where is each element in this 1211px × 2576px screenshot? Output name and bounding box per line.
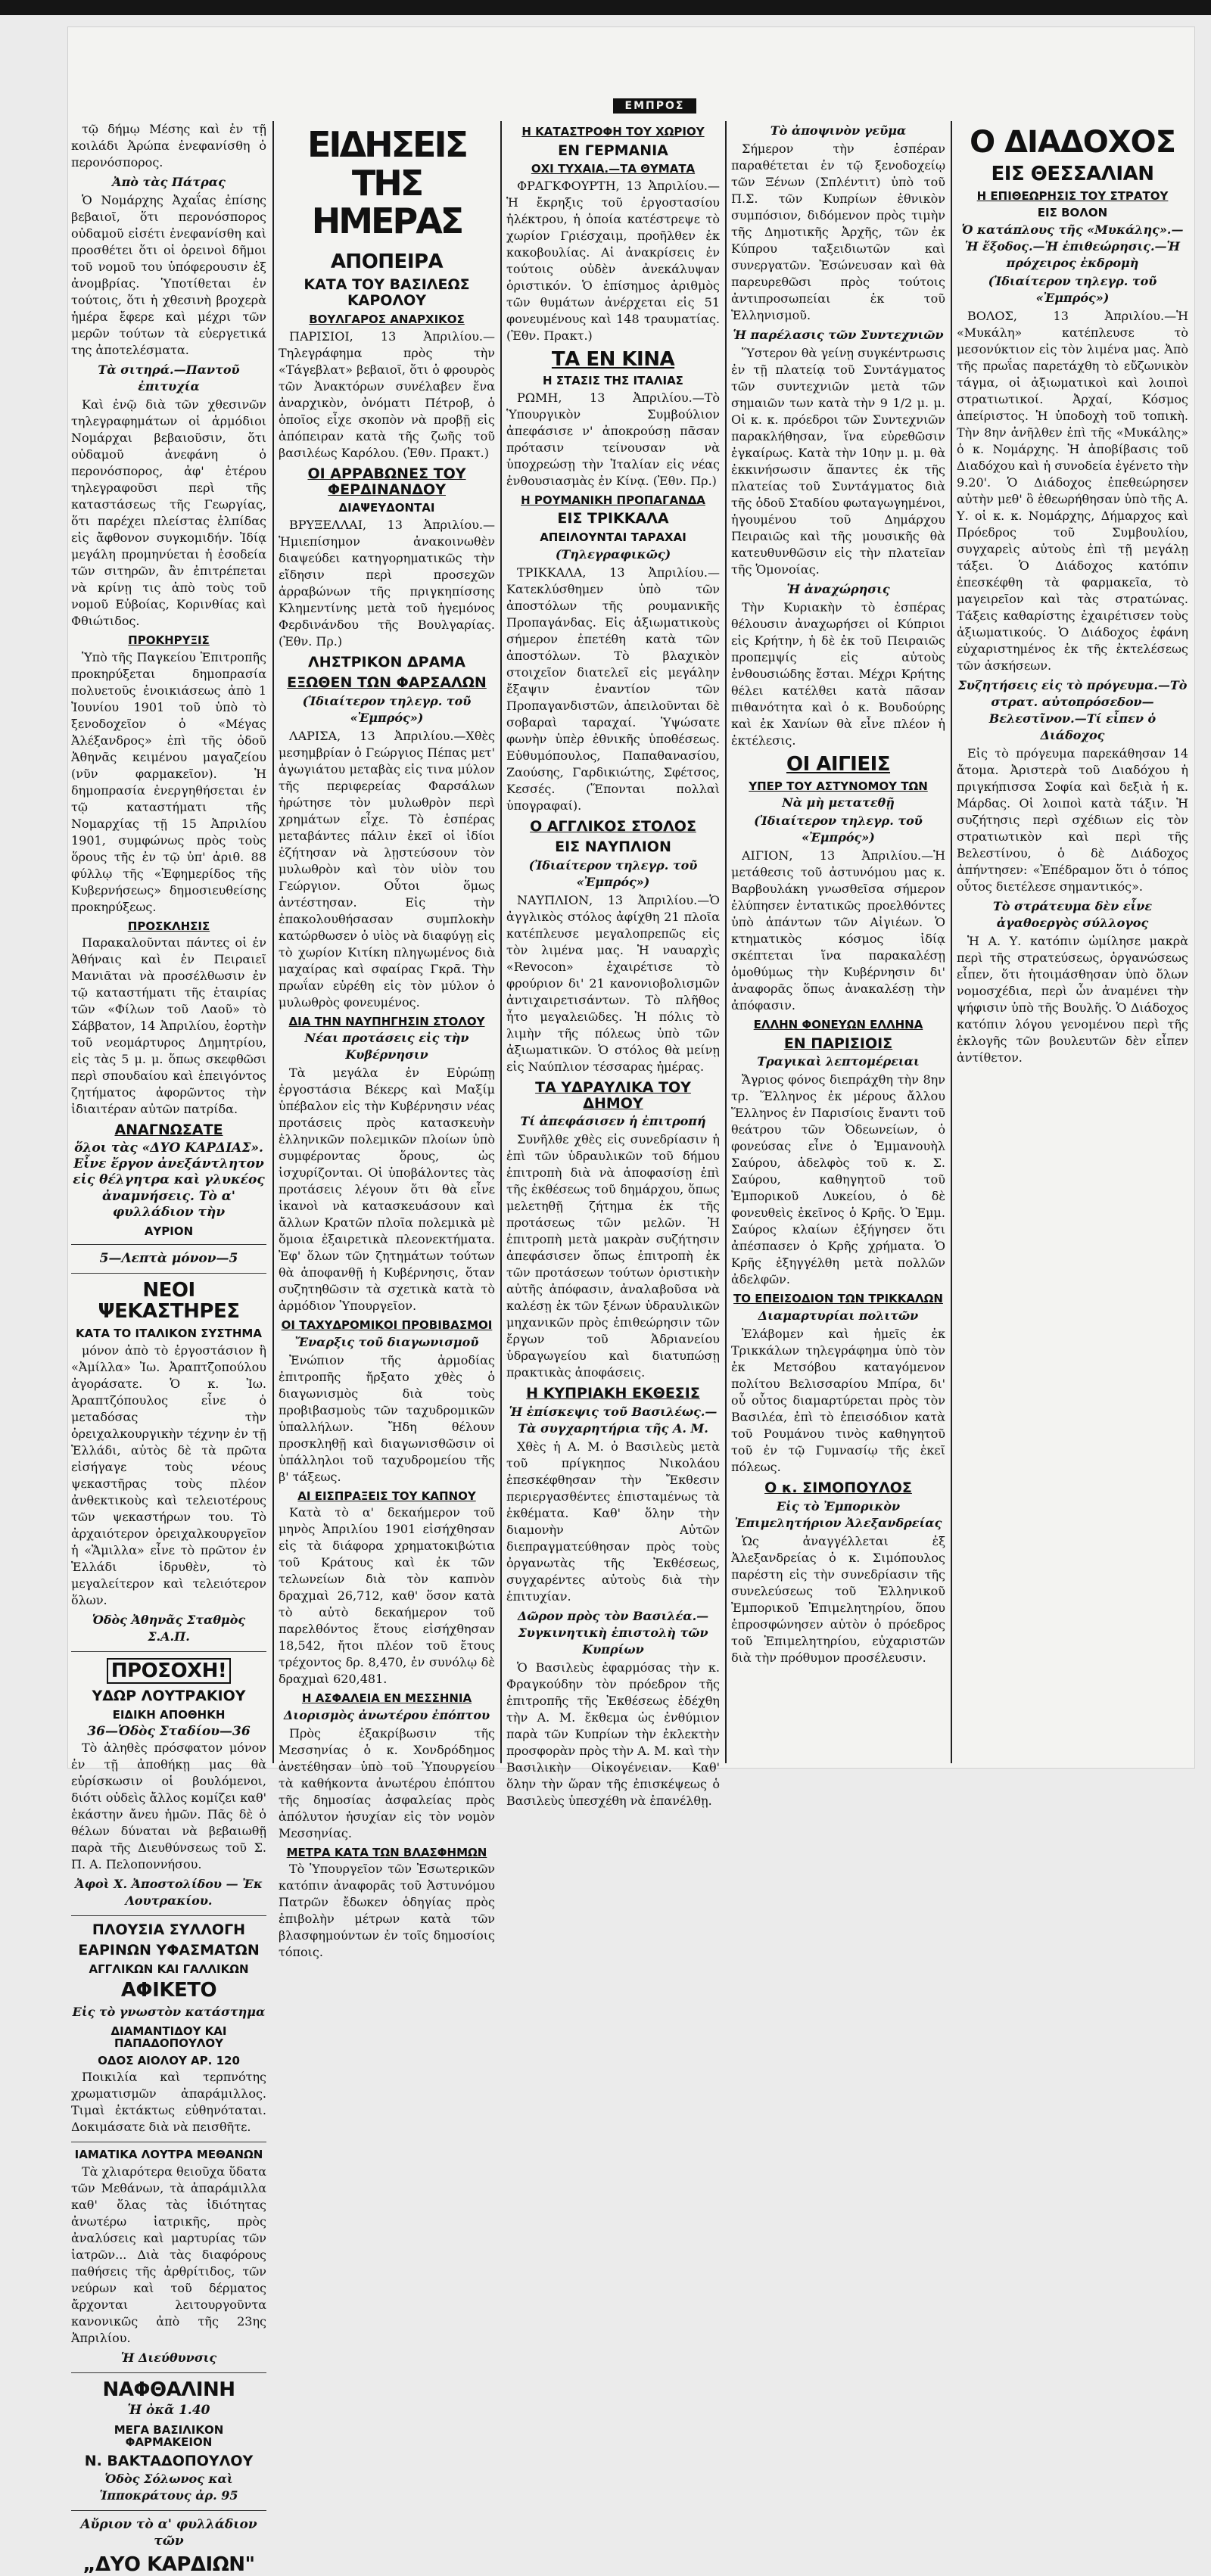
advert-text: ὅλοι τὰς «ΔΥΟ ΚΑΡΔΙΑΣ». Εἶνε ἔργον ἀνεξάντλητον εἰς θέλγητρα καὶ γλυκέος ἀναμνήσεις. Τὸ α' φυλλάδιον τὴν <box>73 1140 265 1220</box>
advert-heading: ΠΡΟΣΟΧΗ! <box>107 1658 231 1685</box>
article-text: Κατὰ τὸ α' δεκαήμερον τοῦ μηνὸς Ἀπριλίου 1901 εἰσήχθησαν εἰς τὰ διάφορα χρηματοκιβώτια τοῦ Κράτους καὶ ἐκ τῶν τελωνείων διὰ τὸν καπνὸν δραχμαὶ 26,712, καθ' ὅσον κατὰ τὸ αὐτὸ δεκαήμερον τοῦ παρελθόντος ἔτους εἰσήχθησαν 18,542, ἤτοι πλέον τοῦ ἔτους τρέχοντος δρ. 8,470, ἐν συνόλῳ δὲ δραχμαὶ 620,481. <box>279 1505 495 1687</box>
article-text: Σήμερον τὴν ἑσπέραν παραθέτεται ἐν τῷ ξενοδοχείῳ τῶν Ξένων (Σπλέντιτ) ὑπὸ τοῦ Π.Σ. τῶν Κυπρίων ἐθνικὸν συμπόσιον, διδόμενον πρὸς τιμὴν τῆς Δημοτικῆς Ἀρχῆς, τῶν ἐκ Κύπρου ταξειδιωτῶν καὶ συνεργατῶν. Ἐσώνευσαν καὶ θὰ παρευρεθῶσι πρὸς τούτοις ἀντιπροσωπείαι ἐκ τοῦ Ἑλληνισμοῦ. <box>731 142 945 322</box>
advert-subheading: ΜΕΓΑ ΒΑΣΙΛΙΚΟΝ ΦΑΡΜΑΚΕΙΟΝ <box>114 2422 224 2450</box>
article-heading: Η ΕΠΙΘΕΩΡΗΣΙΣ ΤΟΥ ΣΤΡΑΤΟΥ <box>976 188 1169 203</box>
article-text: Ὁ Νομάρχης Ἀχαΐας ἐπίσης βεβαιοῖ, ὅτι περονόσπορος οὐδαμοῦ εἰσέτι ἐνεφανίσθη καὶ προσθέτει ὅτι οἱ ὀρεινοὶ δῆμοι τοῦ νομοῦ του ὑπόφερουσιν ἐξ ἀνομβρίας. Ὑποτίθεται ἐν τούτοις, ὅτι ἡ χθεσινὴ βροχερὰ ἡμέρα ἔφερε καὶ μέχρι τῶν μερῶν τούτων τὰ εὐεργετικά της ἀποτελέσματα. <box>71 193 266 357</box>
article-subheading: Διαμαρτυρίαι πολιτῶν <box>758 1308 919 1323</box>
article-heading: ΕΙΣ ΤΡΙΚΚΑΛΑ <box>557 510 669 527</box>
advert-heading: ΝΕΟΙ ΨΕΚΑΣΤΗΡΕΣ <box>98 1278 240 1324</box>
article-credit: (Ἰδιαίτερον τηλεγρ. τοῦ «Ἐμπρός») <box>302 693 472 725</box>
article-subheading: Τραγικαὶ λεπτομέρειαι <box>757 1054 920 1069</box>
notice-text: Παρακαλοῦνται πάντες οἱ ἐν Ἀθήναις καὶ ἐν Πειραιεῖ Μανιᾶται νὰ προσέλθωσιν ἐν τῷ καταστήματι τῆς ἑταιρίας τῶν «Φίλων τοῦ Λαοῦ» τὸ Σάββατον, 14 Ἀπριλίου, ἑορτὴν τοῦ νεομάρτυρος Δημητρίου, εἰς τὰς 5 μ. μ. ὅπως σκεφθῶσι περὶ σπουδαίου καὶ ἐπειγόντος ζητήματος ἀφορῶντος τὴν ἰδιαιτέραν αὐτῶν πατρίδα. <box>71 935 266 1116</box>
advert-text: Τὰ χλιαρότερα θειοῦχα ὕδατα τῶν Μεθάνων, τὰ ἀπαράμιλλα καθ' ὅλας τὰς ἰδιότητας ἀνωτέρω ἰατρικῆς, πρὸς ἀναλύσεις καὶ μαρτυρίας τῶν ἰατρῶν... Διὰ τὰς διαφόρους παθήσεις τῆς ἀρθρίτιδος, τῶν νεύρων καὶ τοῦ δέρματος ἄρχονται λειτουργοῦντα κανονικῶς ἀπὸ τῆς 23ης Ἀπριλίου. <box>71 2164 266 2345</box>
article-text: Ἐλάβομεν καὶ ἡμεῖς ἐκ Τρικκάλων τηλεγράφημα ὑπὸ τὸν ἐκ Μετσόβου καταγόμενον πολίτου Βελισσαρίου Μπίρα, δι' οὗ οὗτος διαμαρτύρεται πρὸς τὸν Βασιλέα, ἐπὶ τὸ ἐπεισόδιον κατὰ τοῦ Ρουμάνου τινὸς καθηγητοῦ τοῦ ἐν τῷ Γυμνασίῳ τῆς ἐκεῖ πόλεως. <box>731 1326 945 1474</box>
advert-heading: ΝΑΦΘΑΛΙΝΗ <box>102 2378 235 2401</box>
article-credit: (Ἰδιαίτερον τηλεγρ. τοῦ «Ἐμπρός») <box>754 814 923 845</box>
column-4 <box>731 121 945 1763</box>
article-heading: ΕΝ ΓΕΡΜΑΝΙΑ <box>558 142 668 159</box>
advert-heading: ΕΑΡΙΝΩΝ ΥΦΑΣΜΑΤΩΝ <box>78 1941 260 1958</box>
article-subheading: Ἀπὸ τὰς Πάτρας <box>112 175 226 189</box>
article-text: Καὶ ἐνῷ διὰ τῶν χθεσινῶν τηλεγραφημάτων οἱ ἁρμόδιοι Νομάρχαι βεβαιοῦσιν, ὅτι οὐδαμοῦ ἀνεφάνη ὁ περονόσπορος, ἀφ' ἑτέρου τηλεγραφοῦσι περὶ τῆς καταστάσεως τῆς Γεωργίας, ὅτι παρέχει πλείστας ἐλπίδας εἰς ἄφθονον συγκομιδήν. Ἰδίᾳ μεγάλη προμηνύεται ἡ ἐσοδεία τῶν σιτηρῶν, ἂν ἐπιτρέπεται νὰ κρίνῃ τις ἀπὸ τοὺς τοῦ νομοῦ Εὐβοίας, Κορινθίας καὶ Φθιώτιδος. <box>71 397 266 628</box>
article-heading: ΕΙΣ ΘΕΣΣΑΛΙΑΝ <box>991 163 1154 185</box>
article-heading: ΟΙ ΑΡΡΑΒΩΝΕΣ ΤΟΥ ΦΕΡΔΙΝΑΝΔΟΥ <box>307 465 466 498</box>
column-1 <box>71 121 266 2576</box>
article-heading: ΑΠΟΠΕΙΡΑ <box>330 250 444 273</box>
advert-price: Ἡ ὀκᾶ 1.40 <box>127 2403 210 2419</box>
article-heading: ΟΙ ΤΑΧΥΔΡΟΜΙΚΟΙ ΠΡΟΒΙΒΑΣΜΟΙ <box>281 1318 493 1333</box>
advert-heading: „ΔΥΟ ΚΑΡΔΙΩΝ" <box>82 2553 255 2576</box>
article-text: ΒΡΥΞΕΛΛΑΙ, 13 Ἀπριλίου.—Ἡμιεπίσημον ἀνακοινωθὲν διαψεύδει κατηγορηματικῶς τὴν εἴδησιν περὶ προσεχῶν ἀρραβώνων τῆς πριγκηπίσσης Κλημεντίνης μετὰ τοῦ ἡγεμόνος Φερδινάνδου τῆς Βουλγαρίας. (Ἐθν. Πρ.) <box>279 517 495 649</box>
article-subheading: ΟΧΙ ΤΥΧΑΙΑ.—ΤΑ ΘΥΜΑΤΑ <box>531 162 696 176</box>
article-credit: (Τηλεγραφικῶς) <box>555 546 671 562</box>
article-text: ΦΡΑΓΚΦΟΥΡΤΗ, 13 Ἀπριλίου.—Ἡ ἔκρηξις τοῦ ἐργοστασίου ἠλέκτρου, ἡ ὁποία κατέστρεψε τὸ χωρίον Γριέσχαιμ, προῆλθεν ἐκ κακοβουλίας. Αἱ ἀνακρίσεις ἐν τούτοις οὐδὲν ἀνεκάλυψαν ὁριστικόν. Ὁ ἐπίσημος ἀριθμὸς τῶν θυμάτων ἀνέρχεται εἰς 51 φονευμένους καὶ 148 τραυματίας. (Ἐθν. Πρακτ.) <box>506 178 720 343</box>
article-subheading: Τί ἀπεφάσισεν ἡ ἐπιτροπή <box>520 1114 706 1129</box>
article-subheading: Εἰς τὸ Ἐμπορικὸν Ἐπιμελητήριον Ἀλεξανδρείας <box>734 1498 942 1530</box>
advert-address: Ὁδὸς Ἀθηνᾶς Σταθμὸς Σ.Α.Π. <box>92 1612 246 1644</box>
advert-text: Αὔριον τὸ α' φυλλάδιον τῶν <box>80 2517 257 2549</box>
article-text: Τὴν Κυριακὴν τὸ ἑσπέρας θέλουσιν ἀναχωρήσει οἱ Κύπριοι εἰς Κρήτην, ἡ δὲ ἐκ τοῦ Πειραιῶς προπεμψίς εἰς αὐτοὺς ἐνθουσιώδης ἔσται. Μέχρι Κρήτης θέλει κατέλθει κατὰ πᾶσαν πιθανότητα καὶ ὁ κ. Βουδούρης καὶ ἐκ Χανίων θὰ εἶνε πλέον ἡ ἐκτέλεσις. <box>731 600 945 748</box>
page-banner-heading: ΕΙΔΗΣΕΙΣ ΤΗΣ ΗΜΕΡΑΣ <box>307 124 467 242</box>
advert-heading: ΑΦΙΚΕΤΟ <box>120 1979 217 2002</box>
article-subheading: Ἡ ἀναχώρησις <box>786 582 890 596</box>
article-text: Ὁ Βασιλεὺς ἐφαρμόσας τὴν κ. Φραγκούδην τὸν πρόεδρον τῆς ἐπιτροπῆς τῆς Ἐκθέσεως ἐδέχθη τὴν Α. Μ. ἔκθεμα ὡς ἐνθύμιον παρὰ τῶν Κυπρίων τὴν ἐκλεκτὴν προσφορὰν πρὸς τὴν Α. Μ. καὶ τὴν Βασιλικὴν Οἰκογένειαν. Καθ' ὅλην τὴν ὥραν τῆς ἐπισκέψεως ὁ Βασιλεὺς ὑπεσχέθη νὰ ἐπανέλθῃ. <box>506 1660 720 1809</box>
advert-price: 5—Λεπτὰ μόνον—5 <box>99 1250 238 1266</box>
advert-heading: ΠΛΟΥΣΙΑ ΣΥΛΛΟΓΗ <box>92 1921 246 1938</box>
advert-address: Ὁδὸς Σόλωνος καὶ Ἱπποκράτους ἀρ. 95 <box>99 2472 238 2503</box>
article-heading: Ο κ. ΣΙΜΟΠΟΥΛΟΣ <box>764 1479 912 1496</box>
article-text: Τὰ μεγάλα ἐν Εὐρώπῃ ἐργοστάσια Βέκερς καὶ Μαξίμ ὑπέβαλον εἰς τὴν Κυβέρνησιν νέας προτάσεις πρὸς κατασκευὴν ἑλληνικῶν πολεμικῶν πλοίων ὑπὸ συμφέροντας ὅρους, ὡς ἰσχυρίζονται. Οἱ ὑποβάλοντες τὰς προτάσεις λέγουν ὅτι θὰ εἶνε ἱκανοὶ νὰ κατασκευάσουν καὶ ἄλλων Κρατῶν πλοῖα πολεμικὰ μὲ ὅμοια ἐξαιρετικὰ πλεονεκτήματα. Ἐφ' ὅλων τῶν ζητημάτων τούτων θὰ ἀποφανθῇ ἡ Κυβέρνησις, ὅταν συζητηθῶσιν τὰ σχετικὰ κατὰ τὸ ἀρμόδιον Ὑπουργεῖον. <box>279 1066 495 1314</box>
article-text: Ἄγριος φόνος διεπράχθη τὴν 8ην τρ. Ἕλληνος ἐκ μέρους ἄλλου Ἕλληνος ἐν Παρισίοις ἔναντι τοῦ θεάτρου τῶν Ὀδεωνείων, ὁ φονεύσας εἶνε ὁ Ἐμμανουὴλ Σαύρου, ἀδελφὸς τοῦ κ. Σ. Σαύρου, καθηγητοῦ τοῦ Ἐμπορικοῦ Λυκείου, ὁ δὲ φονευθεὶς ἐκεῖνος ὁ Κρῆς. Ὁ Ἐμμ. Σαύρος κλαίων ἐξήγησεν ὅτι ἀπέσπασεν ὁ Κρῆς χρήματα. Ὁ Κρῆς ἐξηγγέλθη μετὰ πολλῶν ἀδελφῶν. <box>731 1072 945 1287</box>
advert-text: Ποικιλία καὶ τερπνότης χρωματισμῶν ἀπαράμιλλος. Τιμαὶ ἐκτάκτως εὐθηνόταται. Δοκιμάσατε διὰ νὰ πεισθῆτε. <box>71 2070 266 2135</box>
article-text: Συνῆλθε χθὲς εἰς συνεδρίασιν ἡ ἐπὶ τῶν ὑδραυλικῶν τοῦ δήμου ἐπιτροπὴ διὰ νὰ ἀποφασίσῃ ἐπὶ τῆς ἐκθέσεως τοῦ δημάρχου, ὅπως μελετηθῇ ζήτημα ἐκ τῆς προτάσεως τῶν μελῶν. Ἡ ἐπιτροπὴ μετὰ μακρὰν συζήτησιν ἀπεφάσισεν ὅπως ἐπιτροπὴ ἐκ τῶν προτάσεων τούτων ὁριστικὴν αὐτῆς ἀπόφασιν, ἀναλαβοῦσα νὰ καλέσῃ ἐκ τῶν ξένων ὑδραυλικῶν μηχανικῶν πρὸς ἐπιθεώρησιν τῶν ἔργων τοῦ Ἀδριανείου ὑδραγωγείου καὶ διατυπώσῃ πρακτικὰς ἀποφάσεις. <box>506 1132 720 1380</box>
article-heading: ΕΞΩΘΕΝ ΤΩΝ ΦΑΡΣΑΛΩΝ <box>287 674 487 691</box>
section-heading: ΠΡΟΚΗΡΥΞΙΣ <box>128 633 210 647</box>
article-subheading: Ὁ κατάπλους τῆς «Μυκάλης».—Ἡ ἔξοδος.—Ἡ ἐπιθεώρησις.—Ἡ πρόχειρος ἐκδρομὴ <box>961 222 1184 270</box>
article-heading: Η ΚΥΠΡΙΑΚΗ ΕΚΘΕΣΙΣ <box>526 1385 700 1402</box>
article-text: Πρὸς ἐξακρίβωσιν τῆς Μεσσηνίας ὁ κ. Χονδρόδημος ἀνετέθησαν ὑπὸ τοῦ Ὑπουργείου τὰ καθήκοντα ἀνωτέρου ἐπόπτου τῆς δημοσίας ἀσφαλείας πρὸς ἀπόλυτον ἡσυχίαν εἰς τὸν νομὸν Μεσσηνίας. <box>279 1725 495 1840</box>
article-text: ΝΑΥΠΛΙΟΝ, 13 Ἀπριλίου.—Ὁ ἀγγλικὸς στόλος ἀφίχθη 21 πλοῖα κατέπλευσε μεγαλοπρεπῶς εἰς τὸν λιμένα μας. Ἡ ναυαρχὶς «Revocon» ἐχαιρέτισε τὸ φρούριον δι' 21 κανονιοβολισμῶν ἀντιχαιρετισάντων. Τὸ πλῆθος ἦτο μεγαλειῶδες. Ἡ πόλις τὸ λιμὴν τῆς πόλεως ὑπὸ τῶν ἀξιωματικῶν. Ὁ στόλος θὰ μείνῃ εἰς Ναύπλιον τέσσαρας ἡμέρας. <box>506 892 720 1074</box>
article-subheading: ΑΠΕΙΛΟΥΝΤΑΙ ΤΑΡΑΧΑΙ <box>540 530 686 545</box>
article-subheading: Συζητήσεις εἰς τὸ πρόγευμα.—Τὸ στρατ. αὐτοπρόσεδον—Βελεστῖνον.—Τί εἶπεν ὁ Διάδοχος <box>957 677 1188 742</box>
advert-subheading: ΑΓΓΛΙΚΩΝ ΚΑΙ ΓΑΛΛΙΚΩΝ <box>89 1962 249 1976</box>
article-text: ΡΩΜΗ, 13 Ἀπριλίου.—Τὸ Ὑπουργικὸν Συμβούλιον ἀπεφάσισε ν' ἀποκρούσῃ πᾶσαν πρότασιν τείνουσαν νὰ ὑποχρεώσῃ τὴν Ἰταλίαν εἰς νέας ἐνθουσιασμὰς ἐν Κίνᾳ. (Ἐθν. Πρ.) <box>506 390 720 488</box>
article-text: τῷ δήμῳ Μέσης καὶ ἐν τῇ κοιλάδι Ἀρώπα ἐνεφανίσθη ὁ περονόσπορος. <box>71 122 266 170</box>
article-heading: ΑΙ ΕΙΣΠΡΑΞΕΙΣ ΤΟΥ ΚΑΠΝΟΥ <box>297 1489 476 1503</box>
advert-heading: ΥΔΩΡ ΛΟΥΤΡΑΚΙΟΥ <box>92 1688 246 1705</box>
article-text: ΤΡΙΚΚΑΛΑ, 13 Ἀπριλίου.—Κατεκλύσθημεν ὑπὸ τῶν ἀποστόλων τῆς ρουμανικῆς Προπαγάνδας. Εἰς ἀξιωματικοὺς σήμερον ἐπετέθη κατὰ τῶν ἀποστόλων. Τὸ βλαχικὸν στοιχεῖον διατελεῖ εἰς μεγάλην ἔξαψιν ἐναντίον τῶν Προπαγανδιστῶν, ἀπειλοῦνται δὲ σοβαραὶ ταραχαί. Ὑψώσατε φωνὴν ὑπὲρ ἐθνικῆς ὑποθέσεως. Εὐθυμόπουλος, Παπαθανασίου, Ζαούσης, Γαρδικιώτης, Σφέτσος, Κεσσές. (Ἕπονται πολλαὶ ὑπογραφαί). <box>506 565 720 813</box>
article-text: ΛΑΡΙΣΑ, 13 Ἀπριλίου.—Χθὲς μεσημβρίαν ὁ Γεώργιος Πέπας μετ' ἀγωγιάτου μεταβὰς εἰς τινα μύλον τῆς περιφερείας Φαρσάλων ἠρώτησε τὸν μυλωθρὸν περὶ χρημάτων εἶχε. Τὸ ἑσπέρας μεταβάντες πάλιν ἐκεῖ οἱ ἰδίοι ἐζήτησαν νὰ λῃστεύσουν τὸν μυλωθρὸν καὶ τὸν υἱὸν του Γεώργιον. Οὗτοι ὅμως ἀντέστησαν. Εἰς τὴν ἐπακολουθήσασαν συμπλοκὴν κατώρθωσεν ὁ υἱὸς νὰ διαφύγῃ εἰς τὸ χωρίον Κιτίκη πληγωμένος διὰ μαχαίρας καὶ σφαίρας Γκρᾶ. Τὴν πρωΐαν εὑρέθη εἰς τὸν μύλον ὁ μυλωθρὸς φονευμένος. <box>279 728 495 1010</box>
advert-text: μόνον ἀπὸ τὸ ἐργοστάσιον ἢ «Ἀμίλλα» Ἰω. Ἀραπτζοπούλου ἀγοράσατε. Ὁ κ. Ἰω. Ἀραπτζόπουλος εἶνε ὁ μεταδόσας τὴν ὀρειχαλκουργικὴν τέχνην ἐν τῇ Ἑλλάδι, αὐτὸς δὲ τὰ πρῶτα εἰσήγαγε τοὺς νέους ψεκαστῆρας τοὺς πλέον ἀνθεκτικοὺς καὶ τελειοτέρους τῶν ψεκαστήρων του. Τὸ ἀρχαιότερον ὀρειχαλκουργεῖον ἡ «Ἅμιλλα» εἶνε τὸ πρῶτον ἐν Ἑλλάδι ἱδρυθὲν, τὸ μεγαλείτερον καὶ τελειότερον ὅλων. <box>71 1342 266 1607</box>
advert-signature: Ἡ Διεύθυνσις <box>120 2350 217 2365</box>
advert-heading: ΑΝΑΓΝΩΣΑΤΕ <box>114 1122 223 1138</box>
article-subheading: Τὸ στράτευμα δὲν εἶνε ἀγαθοεργὸς σύλλογος <box>992 898 1153 930</box>
article-subheading: ΔΙΑΨΕΥΔΟΝΤΑΙ <box>338 501 435 515</box>
column-rule <box>272 121 274 1763</box>
article-text: Ὕστερον θὰ γείνῃ συγκέντρωσις ἐν τῇ πλατείᾳ τοῦ Συντάγματος τῶν συντεχνιῶν μετὰ τῶν σημαιῶν των κατὰ τὴν 9 1/2 μ. μ. Οἱ κ. κ. πρόεδροι τῶν Συντεχνιῶν παρακλήθησαν, ἵνα εὑρεθῶσιν ἐγκαίρως. Κατὰ τὴν 10ην μ. μ. θὰ ἐκκινήσωσιν ἅπαντες ἐκ τῆς πλατείας τοῦ Συντάγματος διὰ τῆς ὁδοῦ Σταδίου φωταγωγημένοι, ἡγουμένου τοῦ Δημάρχου Πειραιῶς καὶ τῆς μουσικῆς θὰ κατευθυνθῶσιν εἰς τὴν πλατεῖαν τῆς Ὁμονοίας. <box>731 346 945 577</box>
advert-subheading: ΕΙΔΙΚΗ ΑΠΟΘΗΚΗ <box>112 1708 226 1722</box>
article-heading: ΔΙΑ ΤΗΝ ΝΑΥΠΗΓΗΣΙΝ ΣΤΟΛΟΥ <box>288 1014 485 1028</box>
article-subheading: ΕΙΣ ΒΟΛΟΝ <box>1037 206 1108 220</box>
advert-address: 36—Ὁδὸς Σταδίου—36 <box>87 1723 251 1739</box>
advert-address: ΟΔΟΣ ΑΙΟΛΟΥ ΑΡ. 120 <box>98 2053 240 2067</box>
article-heading: Ο ΑΓΓΛΙΚΟΣ ΣΤΟΛΟΣ <box>530 817 696 835</box>
article-text: ΠΑΡΙΣΙΟΙ, 13 Ἀπριλίου.—Τηλεγράφημα πρὸς τὴν «Τάγεβλατ» βεβαιοῖ, ὅτι ὁ φρουρὸς τῶν Ἀνακτόρων συνέλαβεν ἕνα ἀναρχικὸν, ὀνόματι Πέτροβ, ὁ ὁποῖος εἶχε σκοπὸν νὰ προβῇ εἰς ἀπόπειραν κατὰ τῆς ζωῆς τοῦ βασιλέως Καρόλου. (Ἐθν. Πρακτ.) <box>279 328 495 460</box>
column-5 <box>957 121 1188 1763</box>
article-credit: (Ἰδιαίτερον τηλεγρ. τοῦ «Ἐμπρός») <box>528 857 698 889</box>
article-heading: Η ΑΣΦΑΛΕΙΑ ΕΝ ΜΕΣΣΗΝΙΑ <box>301 1691 472 1706</box>
column-3 <box>506 121 720 1809</box>
article-text: Εἰς τὸ πρόγευμα παρεκάθησαν 14 ἄτομα. Ἀριστερὰ τοῦ Διαδόχου ἡ πριγκήπισσα Σοφία καὶ δεξιὰ ἡ κ. Μάρδας. Οἱ λοιποὶ κατὰ τάξιν. Ἡ συζήτησις περὶ σχέδιων εἰς τὸν στρατιωτικὸν καὶ περὶ τῆς Βελεστίνου, ὁ δὲ Διάδοχος ἀπήντησεν: «Ἐπέδραμον ὅτι ὁ τόπος οὗτος διετέλεσε σημαντικός». <box>957 745 1188 894</box>
article-heading: ΚΑΤΑ ΤΟΥ ΒΑΣΙΛΕΩΣ ΚΑΡΟΛΟΥ <box>304 276 470 310</box>
article-heading: Η ΚΑΤΑΣΤΡΟΦΗ ΤΟΥ ΧΩΡΙΟΥ <box>521 125 705 138</box>
article-heading: ΟΙ ΑΙΓΙΕΙΣ <box>786 753 891 776</box>
article-heading: ΜΕΤΡΑ ΚΑΤΑ ΤΩΝ ΒΛΑΣΦΗΜΩΝ <box>286 1845 487 1859</box>
advert-text: Τὸ ἀληθὲς πρόσφατον μόνον ἐν τῇ ἀποθήκῃ μας θὰ εὑρίσκωσιν οἱ βουλόμενοι, διότι οὐδεὶς ἄλλος κομίζει καθ' ἑκάστην ἄνευ ἡμῶν. Πᾶς δὲ ὁ θέλων δύναται νὰ βεβαιωθῇ παρὰ τῆς Διευθύνσεως τοῦ Σ. Π. Α. Πελοποννήσου. <box>71 1740 266 1871</box>
article-text: ΑΙΓΙΟΝ, 13 Ἀπριλίου.—Ἡ μετάθεσις τοῦ ἀστυνόμου μας κ. Βαρβουλάκη γνωσθεῖσα σήμερον ἐλύπησεν ἐντατικῶς προελθόντες ὑπὸ ἁπάντων τῶν Αἰγιέων. Ὁ κτηματικὸς κόσμος ἰδίᾳ σκέπτεται ἵνα παρακαλέσῃ ὁμοθύμως τὴν Κυβέρνησιν δι' ἀναφορᾶς ὅπως ἀνακαλέσῃ τὴν ἀπόφασιν. <box>731 848 945 1013</box>
article-subheading: Η ΣΤΑΣΙΣ ΤΗΣ ΙΤΑΛΙΑΣ <box>543 374 683 388</box>
article-subheading: Ἡ ἐπίσκεψις τοῦ Βασιλέως.—Τὰ συγχαρητήρια τῆς Α. Μ. <box>509 1405 718 1436</box>
article-text: Χθὲς ἡ Α. Μ. ὁ Βασιλεὺς μετὰ τοῦ πρίγκηπος Νικολάου ἐπεσκέφθησαν τὴν Ἔκθεσιν περιεργασθέντες ἐπισταμένως τὰ ἐκθέματα. Καθ' ὅλην τὴν διαμονὴν Αὐτῶν διεπραγματεύθησαν πρὸς τοὺς ὀργανωτὰς τῆς Ἐκθέσεως, συγχαρέντες αὐτοὺς διὰ τὴν ἐπιτυχίαν. <box>506 1439 720 1604</box>
article-heading: ΤΟ ΕΠΕΙΣΟΔΙΟΝ ΤΩΝ ΤΡΙΚΚΑΛΩΝ <box>733 1292 943 1306</box>
column-rule <box>725 121 727 1763</box>
article-subheading: ΒΟΥΛΓΑΡΟΣ ΑΝΑΡΧΙΚΟΣ <box>309 313 465 327</box>
article-subheading: Δῶρον πρὸς τὸν Βασιλέα.—Συγκινητικὴ ἐπιστολὴ τῶν Κυπρίων <box>517 1609 709 1657</box>
column-rule <box>951 121 952 1763</box>
advert-subheading: ΚΑΤΑ ΤΟ ΙΤΑΛΙΚΟΝ ΣΥΣΤΗΜΑ <box>76 1327 262 1341</box>
top-dark-band <box>0 0 1211 15</box>
advert-text: Εἰς τὸ γνωστὸν κατάστημα <box>72 2004 266 2019</box>
notice-text: Ὑπὸ τῆς Παγκείου Ἐπιτροπῆς προκηρύξεται δημοπρασία πολυετοῦς ἐνοικιάσεως ἀπὸ 1 Ἰουνίου 1901 τοῦ ὑπὸ τὸ ξενοδοχεῖον ὁ «Μέγας Ἀλέξανδρος» ἐπὶ τῆς ὁδοῦ Ἀθηνᾶς κειμένου μαγαζείου (νῦν φαρμακεῖον). Ἡ δημοπρασία ἐνεργηθήσεται ἐν τῷ καταστήματι τῆς Νομαρχίας τῇ 15 Ἀπριλίου 1901, συμφώνως πρὸς τοὺς ὅρους τῆς ἐν τῷ ὑπ' ἀριθ. 88 φύλλῳ τῆς «Ἐφημερίδος τῆς Κυβερνήσεως» δημοσιευθείσης προκηρύξεως. <box>71 649 266 914</box>
article-credit: (Ἰδιαίτερον τηλεγρ. τοῦ «Ἐμπρός») <box>988 273 1157 305</box>
column-rule <box>500 121 502 1763</box>
article-heading: ΕΙΣ ΝΑΥΠΛΙΟΝ <box>555 838 671 855</box>
article-heading: Η ΡΟΥΜΑΝΙΚΗ ΠΡΟΠΑΓΑΝΔΑ <box>521 493 705 507</box>
article-heading: ΕΝ ΠΑΡΙΣΙΟΙΣ <box>783 1034 893 1052</box>
article-heading: ΤΑ ΥΔΡΑΥΛΙΚΑ ΤΟΥ ΔΗΜΟΥ <box>535 1078 691 1112</box>
article-subheading: Νέαι προτάσεις εἰς τὴν Κυβέρνησιν <box>304 1031 469 1062</box>
advert-heading: ΙΑΜΑΤΙΚΑ ΛΟΥΤΡΑ ΜΕΘΑΝΩΝ <box>74 2148 263 2162</box>
article-subheading: Νὰ μὴ μετατεθῇ <box>782 795 895 810</box>
section-heading: ΠΡΟΣΚΛΗΣΙΣ <box>127 919 210 933</box>
column-2 <box>279 121 495 1960</box>
advert-signature: Ἀφοὶ Χ. Ἀποστολίδου — Ἐκ Λουτρακίου. <box>75 1876 263 1908</box>
article-subheading: Ἡ παρέλασις τῶν Συντεχνιῶν <box>733 328 944 342</box>
article-text: Τὸ Ὑπουργεῖον τῶν Ἐσωτερικῶν κατόπιν ἀναφορᾶς τοῦ Ἀστυνόμου Πατρῶν ἔδωκεν ὁδηγίας πρὸς ἐπιβολὴν μέτρων κατὰ τῶν βλασφημούντων ἐν τοῖς δημοσίοις τόποις. <box>279 1862 495 1960</box>
article-heading: ΕΛΛΗΝ ΦΟΝΕΥΩΝ ΕΛΛΗΝΑ <box>753 1018 923 1032</box>
article-subheading: Τὸ ἀποψινὸν γεῦμα <box>770 123 907 138</box>
article-heading: ΥΠΕΡ ΤΟΥ ΑΣΤΥΝΟΜΟΥ ΤΩΝ <box>749 779 928 793</box>
article-subheading: Ἔναρξις τοῦ διαγωνισμοῦ <box>294 1334 479 1349</box>
article-heading: ΤΑ ΕΝ ΚΙΝΑ <box>551 347 675 371</box>
article-text: Ἐνώπιον τῆς ἁρμοδίας ἐπιτροπῆς ἤρξατο χθὲς ὁ διαγωνισμὸς διὰ τοὺς προβιβασμοὺς τῶν ταχυδρομικῶν ὑπαλλήλων. Ἤδη θέλουν προσκληθῇ καὶ διαγωνισθῶσιν οἱ ὑπάλληλοι τοῦ ταχυδρομείου τῆς β' τάξεως. <box>279 1352 495 1484</box>
advert-word: ΑΥΡΙΟΝ <box>144 1224 194 1239</box>
article-text: Ὡς ἀναγγέλλεται ἐξ Ἀλεξανδρείας ὁ κ. Σιμόπουλος παρέστη εἰς τὴν συνεδρίασιν τῆς συνελεύσεως τοῦ Ἑλληνικοῦ Ἐμπορικοῦ Ἐπιμελητηρίου, ὅπου ἐπροσφώνησεν αὐτὸν ὁ πρόεδρος τοῦ Ἐπιμελητηρίου, εὐχαριστῶν διὰ τὴν πρόθυμον προσέλευσιν. <box>731 1533 945 1665</box>
article-heading: ΛΗΣΤΡΙΚΟΝ ΔΡΑΜΑ <box>308 653 465 670</box>
article-subheading: Τὰ σιτηρά.—Παντοῦ ἐπιτυχία <box>98 362 240 394</box>
advert-heading: Ν. ΒΑΚΤΑΔΟΠΟΥΛΟΥ <box>84 2452 254 2469</box>
article-heading: Ο ΔΙΑΔΟΧΟΣ <box>970 125 1175 160</box>
masthead-title: ΕΜΠΡΟΣ <box>613 98 696 114</box>
article-text: Ἡ Α. Υ. κατόπιν ὡμίλησε μακρὰ περὶ τῆς στρατεύσεως, ὀργανώσεως εἶπεν, ὅτι ἡτοιμάσθησαν ὑπὸ ὅλων νομοσχέδια, περὶ ὧν ἀναμένει τὴν ψήφισιν ὑπὸ τῆς Βουλῆς. Ὁ Διάδοχος κατόπιν λόγου γενομένου περὶ τῆς ἐκλογῆς τῶν βουλευτῶν δὲν εἶπεν ἀντίθετον. <box>957 933 1188 1065</box>
article-text: ΒΟΛΟΣ, 13 Ἀπριλίου.—Ἡ «Μυκάλη» κατέπλευσε τὸ μεσονύκτιον εἰς τὸν λιμένα μας. Ἀπὸ τῆς πρωΐας παρετάχθη τὸ εὔζωνικὸν τάγμα, οἱ ἀξιωματικοὶ καὶ λοιποὶ στρατιωτικοί. Ἀρχαί, Κόσμος ἀπείριστος. Ἡ ὑποδοχὴ τοῦ τοπικὴ. Τὴν 8ην ἀνῆλθεν ἐπὶ τῆς «Μυκάλης» ὁ κ. Νομάρχης. Ἡ ἀποβίβασις τοῦ Διαδόχου καὶ ἡ συνοδεία ἐγένετο τὴν 9.20'. Ὁ Διάδοχος ἐπεθεώρησεν αὐτὴν μεθ' ὃ ἐθεωρήθησαν ὑπὸ τῆς Α. Υ. οἱ κ. κ. Νομάρχης, Δήμαρχος καὶ Πρόεδρος τοῦ Συμβουλίου, συγχαρεὶς αὐτοὺς ἐπὶ τῇ μεγάλῃ τάξει. Ὁ Διάδοχος κατόπιν ἐπεσκέφθη τὰ φαρμακεῖα, τὸ μαγειρεῖον καὶ τὰς στρατώνας. Τάξεις καθαρίστης ἐχαιρέτισεν τοὺς ἀξιωματικούς. Ὁ Διάδοχος ἐφάνη εὐχαριστημένος ἐκ τῆς ἐκτελέσεως τῶν ἀσκήσεων. <box>957 308 1188 673</box>
article-subheading: Διορισμὸς ἀνωτέρου ἐπόπτου <box>283 1707 490 1722</box>
advert-heading: ΔΙΑΜΑΝΤΙΔΟΥ ΚΑΙ ΠΑΠΑΔΟΠΟΥΛΟΥ <box>111 2024 227 2051</box>
